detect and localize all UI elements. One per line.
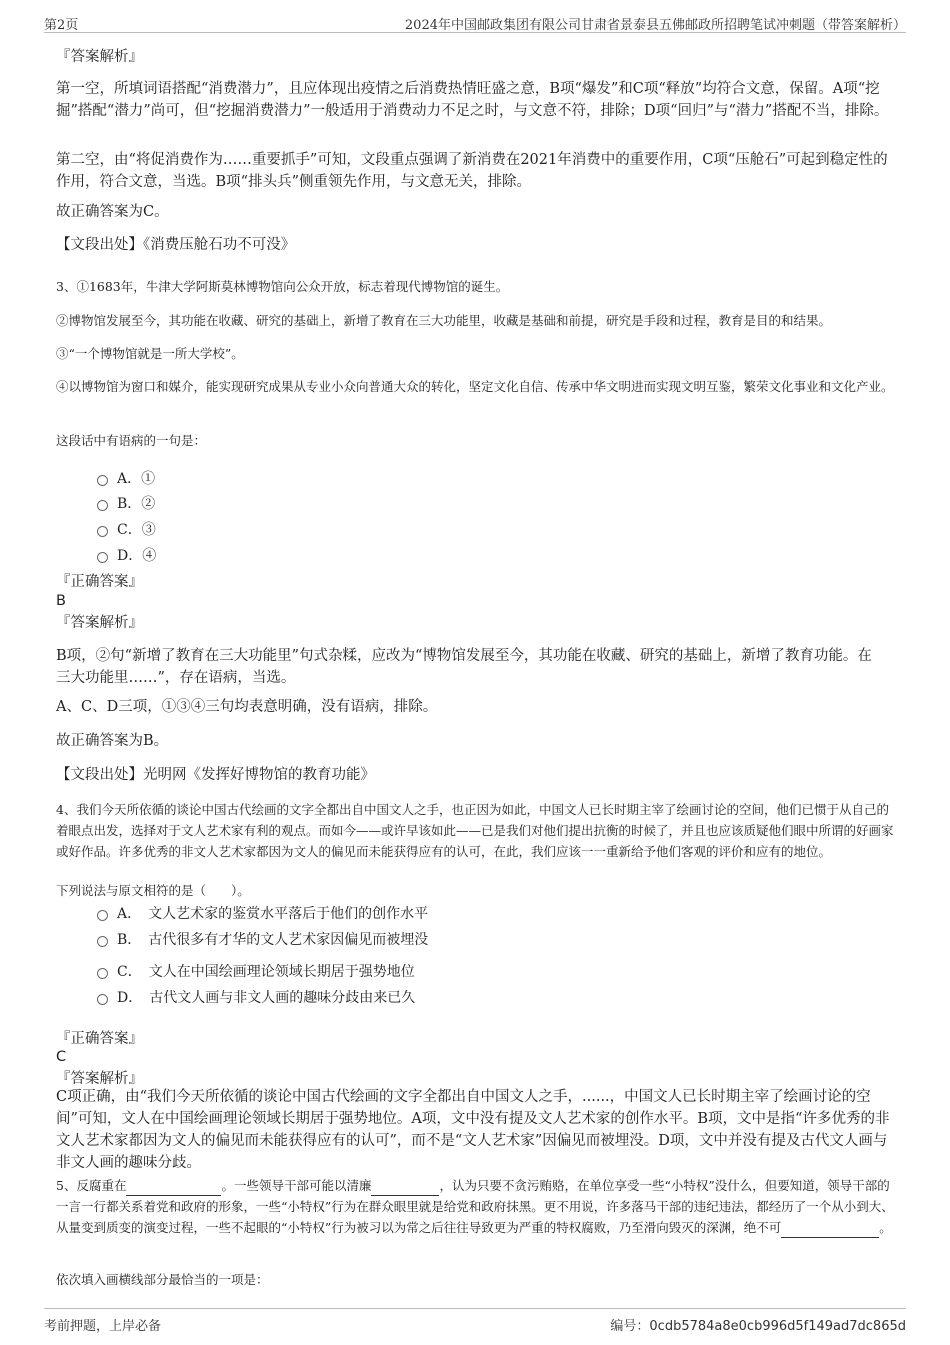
page-header <box>44 10 906 33</box>
radio-icon[interactable] <box>97 936 108 947</box>
radio-icon[interactable] <box>97 910 108 921</box>
q4-analysis-label: 『答案解析』 <box>56 1071 143 1087</box>
q4-option-c[interactable]: C． 文人在中国绘画理论领域长期居于强势地位 <box>97 961 415 981</box>
fill-blank-3[interactable] <box>781 1223 879 1238</box>
q4-answer-label: 『正确答案』 <box>56 1031 143 1047</box>
q3-option-c[interactable]: C．③ <box>97 519 156 539</box>
q3-sentence-1: 3、①1683年，牛津大学阿斯莫林博物馆向公众开放，标志着现代博物馆的诞生。 <box>56 279 509 294</box>
fill-blank-2[interactable] <box>371 1181 439 1196</box>
q4-text: 4、我们今天所依循的谈论中国古代绘画的文字全都出自中国文人之手，也正因为如此，中国文人已长时期主宰了绘画讨论的空间，他们已惯于从自己的着眼点出发，选择对于文人艺术家有利的观点。而如今——或许早该如此——已是我们对他们提出抗衡的时候了，并且也应该质疑他们眼中所谓的好画家或好作品。许多优秀的非文人艺术家都因为文人的偏见而未能获得应有的认可，在此，我们应该一一重新给予他们客观的评价和应有的地位。 <box>56 802 894 859</box>
radio-icon[interactable] <box>97 475 108 486</box>
fill-blank-1[interactable] <box>126 1181 221 1196</box>
q2-analysis-label: 『答案解析』 <box>56 49 143 65</box>
q3-sentence-3: ③“一个博物馆就是一所大学校”。 <box>56 346 244 361</box>
q3-option-d[interactable]: D．④ <box>97 545 156 565</box>
q3-option-b[interactable]: B．② <box>97 493 155 513</box>
q3-answer-label: 『正确答案』 <box>56 574 143 590</box>
page-footer <box>44 1308 906 1339</box>
q4-analysis: C项正确，由“我们今天所依循的谈论中国古代绘画的文字全都出自中国文人之手，......，中国文人已长时期主宰了绘画讨论的空间”可知，文人在中国绘画理论领域长期居于强势地位。A项，文中没有提及文人艺术家的创作水平。B项，文中是指“许多优秀的非文人艺术家都因为文人的偏见而未能获得应有的认可”，而不是“文人艺术家”因偏见而被埋没。D项，文中并没有提及古代文人画与非文人画的趣味分歧。 <box>56 1089 890 1171</box>
q4-question: 下列说法与原文相符的是（ ）。 <box>56 883 250 898</box>
q3-sentence-2: ②博物馆发展至今，其功能在收藏、研究的基础上，新增了教育在三大功能里，收藏是基础和前提，研究是手段和过程，教育是目的和结果。 <box>56 313 832 328</box>
q3-question: 这段话中有语病的一句是： <box>56 433 207 448</box>
q3-analysis-para1: B项，②句“新增了教育在三大功能里”句式杂糅，应改为“博物馆发展至今，其功能在收藏、研究的基础上，新增了教育功能。在三大功能里……”，存在语病，当选。 <box>56 648 872 686</box>
q3-analysis-label: 『答案解析』 <box>56 615 143 631</box>
radio-icon[interactable] <box>97 500 108 511</box>
page-number: 第2页 <box>44 18 79 33</box>
q3-conclusion: 故正确答案为B。 <box>56 733 169 749</box>
q5-text: 5、反腐重在 。一些领导干部可能以清廉 ，认为只要不贪污贿赂，在单位享受一些“小特权”没什么，但要知道，领导干部的一言一行都关系着党和政府的形象，一些“小特权”行为在群众眼里就是给党和政府抹黑。更不用说，许多落马干部的违纪违法，都经历了一个从小到大、从量变到质变的演变过程，一些不起眼的“小特权”行为被习以为常之后往往导致更为严重的特权腐败，乃至滑向毁灭的深渊，绝不可 。 <box>56 1175 901 1238</box>
radio-icon[interactable] <box>97 526 108 537</box>
radio-icon[interactable] <box>97 994 108 1005</box>
document-title: 2024年中国邮政集团有限公司甘肃省景泰县五佛邮政所招聘笔试冲刺题（带答案解析） <box>404 18 906 33</box>
q3-source: 【文段出处】光明网《发挥好博物馆的教育功能》 <box>56 767 375 783</box>
q2-analysis-para2: 第二空，由“将促消费作为……重要抓手”可知，文段重点强调了新消费在2021年消费中的重要作用，C项“压舱石”可起到稳定性的作用，符合文意，当选。B项“排头兵”侧重领先作用，与文意无关，排除。 <box>56 152 888 190</box>
q4-option-a[interactable]: A． 文人艺术家的鉴赏水平落后于他们的创作水平 <box>97 903 428 923</box>
q2-analysis-para1: 第一空，所填词语搭配“消费潜力”，且应体现出疫情之后消费热情旺盛之意，B项“爆发”和C项“释放”均符合文意，保留。A项“挖掘”搭配“潜力”尚可，但“挖掘消费潜力”一般适用于消费动力不足之时，与文意不符，排除；D项“回归”与“潜力”搭配不当，排除。 <box>56 81 889 119</box>
q3-answer: B <box>56 593 66 609</box>
document-code: 编号：0cdb5784a8e0cb996d5f149ad7dc865d <box>610 1319 906 1334</box>
q4-option-d[interactable]: D． 古代文人画与非文人画的趣味分歧由来已久 <box>97 987 415 1007</box>
radio-icon[interactable] <box>97 968 108 979</box>
q4-answer: C <box>56 1049 67 1065</box>
q2-conclusion: 故正确答案为C。 <box>56 204 169 220</box>
q2-source: 【文段出处】《消费压舱石功不可没》 <box>56 237 296 253</box>
q5-question: 依次填入画横线部分最恰当的一项是： <box>56 1272 269 1287</box>
q3-option-a[interactable]: A．① <box>97 468 155 488</box>
footer-slogan: 考前押题，上岸必备 <box>44 1319 162 1334</box>
q3-sentence-4: ④以博物馆为窗口和媒介，能实现研究成果从专业小众向普通大众的转化，坚定文化自信、传承中华文明进而实现文明互鉴，繁荣文化事业和文化产业。 <box>56 379 894 394</box>
q4-option-b[interactable]: B． 古代很多有才华的文人艺术家因偏见而被埋没 <box>97 929 428 949</box>
q3-analysis-para2: A、C、D三项，①③④三句均表意明确，没有语病，排除。 <box>56 699 438 715</box>
radio-icon[interactable] <box>97 552 108 563</box>
